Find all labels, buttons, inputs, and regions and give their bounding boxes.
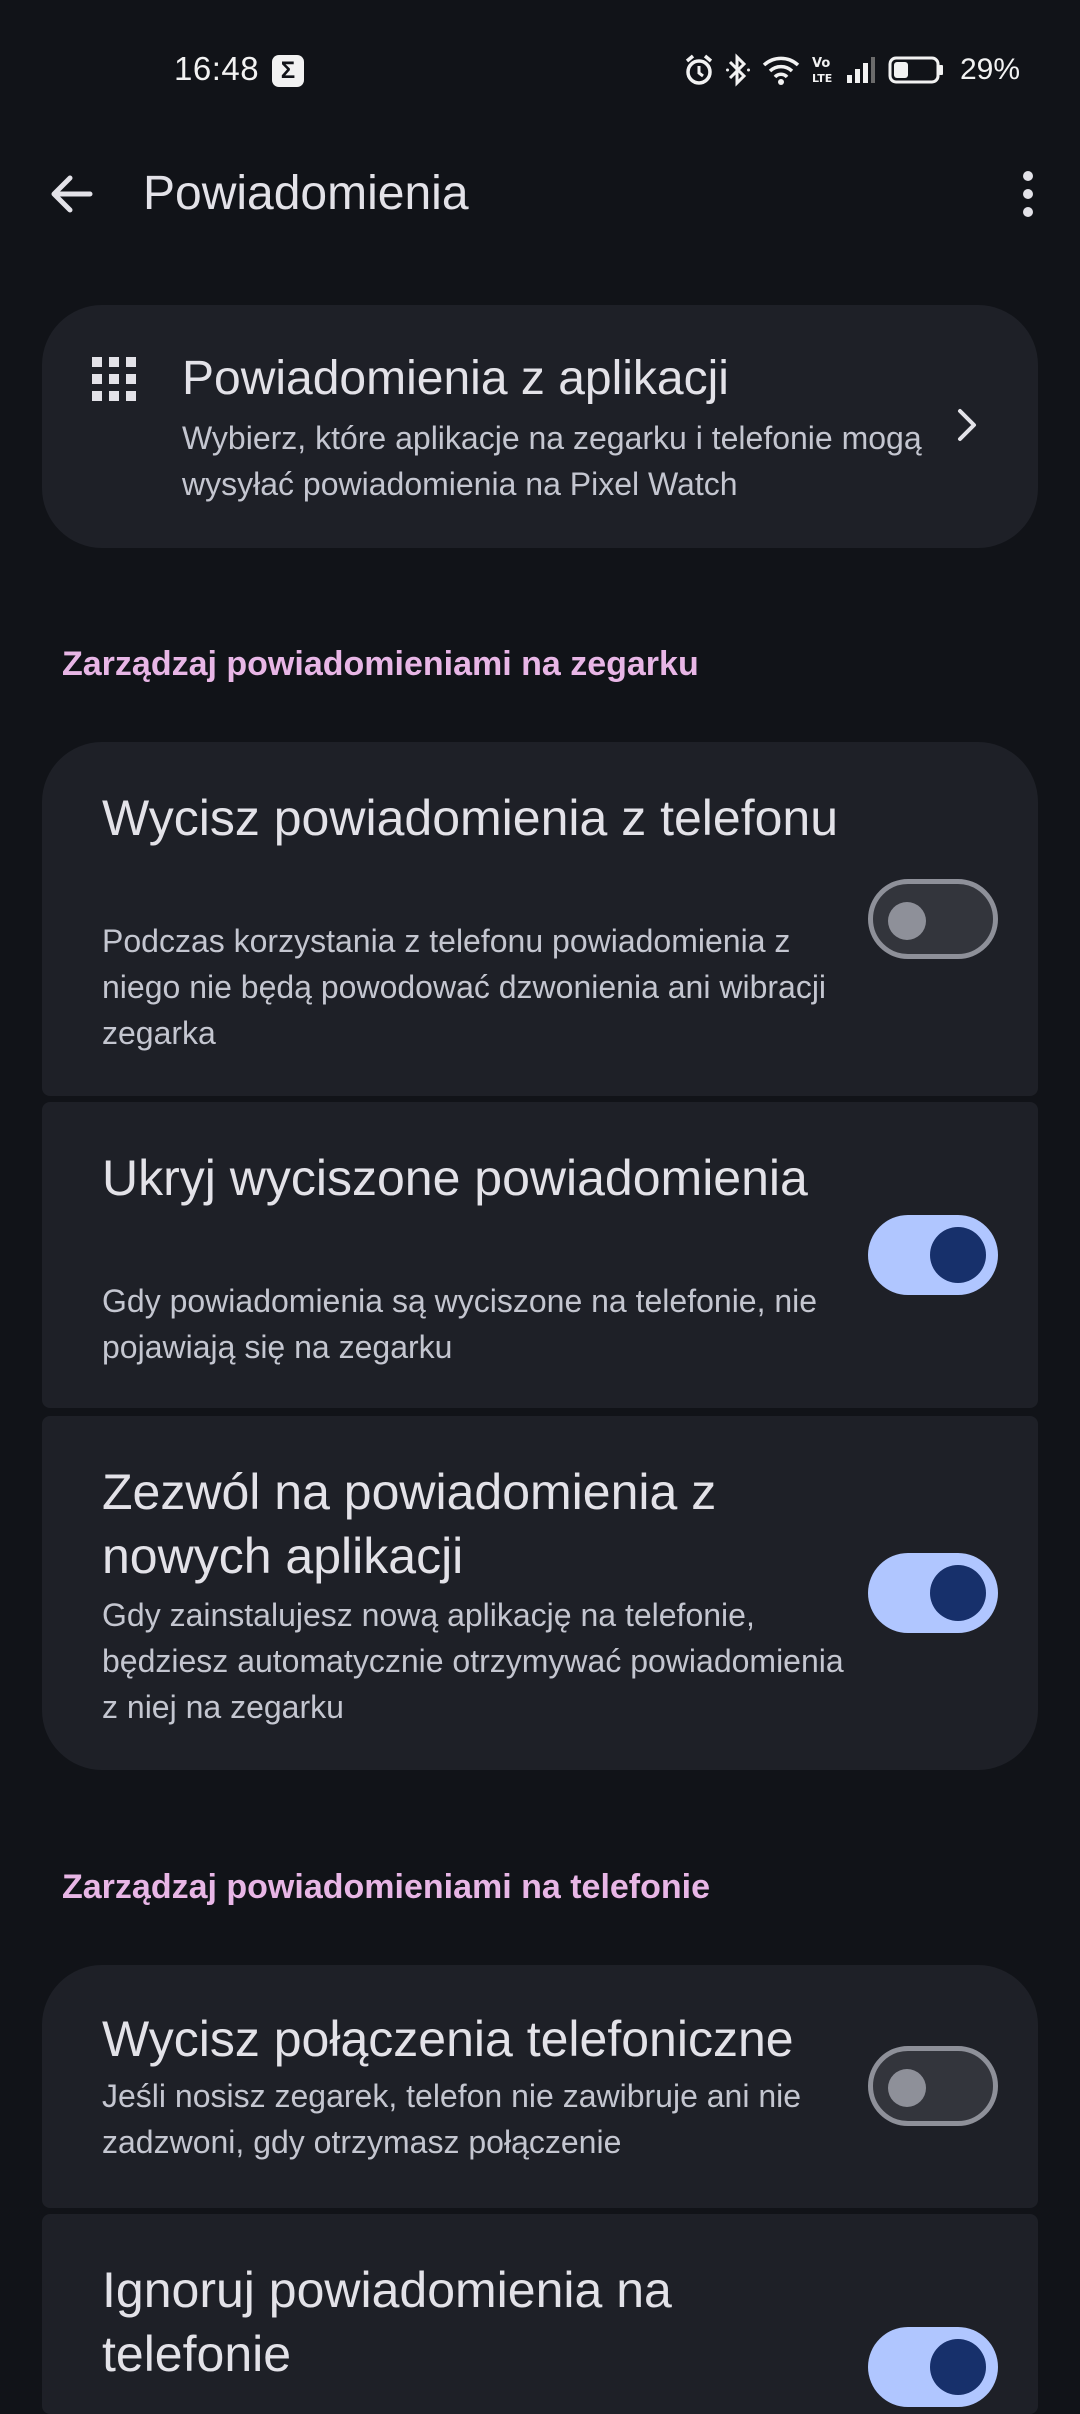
app-notifications-card[interactable]: [42, 305, 1038, 548]
back-button[interactable]: [40, 162, 104, 226]
toggle-knob: [888, 902, 926, 940]
toggle-knob: [930, 1565, 986, 1621]
apps-grid-icon: [90, 355, 138, 403]
app-bar: [0, 140, 1080, 245]
setting-description: Gdy zainstalujesz nową aplikację na telefonie, będziesz automatycznie otrzymywać powiadomienia z niej na zegarku: [102, 1597, 844, 1725]
setting-title: Ignoruj powiadomienia na telefonie: [102, 2262, 672, 2382]
more-options-button[interactable]: [996, 162, 1060, 226]
toggle-knob: [930, 1227, 986, 1283]
bluetooth-icon: [726, 53, 750, 87]
setting-title: Ukryj wyciszone powiadomienia: [102, 1150, 808, 1206]
status-bar: [0, 0, 1080, 140]
battery-icon: [888, 55, 944, 85]
silence-phone-calls-toggle[interactable]: [868, 2046, 998, 2126]
battery-percent: 29%: [959, 53, 1020, 86]
arrow-back-icon: [40, 162, 104, 226]
section-header-phone: Zarządzaj powiadomieniami na telefonie: [62, 1868, 711, 1906]
setting-description: Podczas korzystania z telefonu powiadomienia z niego nie będą powodować dzwonienia ani wibracji zegarka: [102, 923, 827, 1051]
app-notifications-title: Powiadomienia z aplikacji: [182, 352, 729, 405]
hide-silenced-notifications-toggle[interactable]: [868, 1215, 998, 1295]
setting-allow-new-apps-notifications[interactable]: [42, 1416, 1038, 1770]
setting-title: Wycisz połączenia telefoniczne: [102, 2011, 794, 2067]
signal-icon: [846, 55, 876, 85]
setting-ignore-phone-notifications[interactable]: [42, 2214, 1038, 2414]
setting-title: Wycisz powiadomienia z telefonu: [102, 790, 839, 846]
toggle-knob: [888, 2069, 926, 2107]
setting-title: Zezwól na powiadomienia z nowych aplikacji: [102, 1464, 717, 1584]
wifi-icon: [762, 54, 800, 86]
setting-description: Gdy powiadomienia są wyciszone na telefonie, nie pojawiają się na zegarku: [102, 1283, 818, 1365]
svg-text:Vo: Vo: [811, 56, 831, 71]
section-header-watch: Zarządzaj powiadomieniami na zegarku: [62, 645, 699, 683]
ignore-phone-notifications-toggle[interactable]: [868, 2327, 998, 2407]
alarm-icon: [684, 54, 714, 86]
status-time: 16:48: [174, 50, 260, 87]
app-notifications-subtitle: Wybierz, które aplikacje na zegarku i telefonie mogą wysyłać powiadomienia na Pixel Watch: [182, 420, 922, 502]
setting-silence-phone-calls[interactable]: [42, 1965, 1038, 2208]
chevron-right-icon: [946, 405, 986, 445]
setting-description: Jeśli nosisz zegarek, telefon nie zawibruje ani nie zadzwoni, gdy otrzymasz połączenie: [102, 2078, 802, 2160]
silence-phone-notifications-toggle[interactable]: [868, 879, 998, 959]
volte-icon: [812, 54, 834, 86]
allow-new-apps-notifications-toggle[interactable]: [868, 1553, 998, 1633]
status-icons: [684, 50, 1020, 90]
toggle-knob: [930, 2339, 986, 2395]
more-vert-icon: [996, 162, 1060, 226]
setting-hide-silenced-notifications[interactable]: [42, 1102, 1038, 1408]
setting-silence-phone-notifications[interactable]: [42, 742, 1038, 1096]
notification-sigma-icon: Σ: [272, 55, 304, 87]
svg-text:LTE: LTE: [811, 72, 833, 85]
page-title: Powiadomienia: [143, 167, 469, 220]
